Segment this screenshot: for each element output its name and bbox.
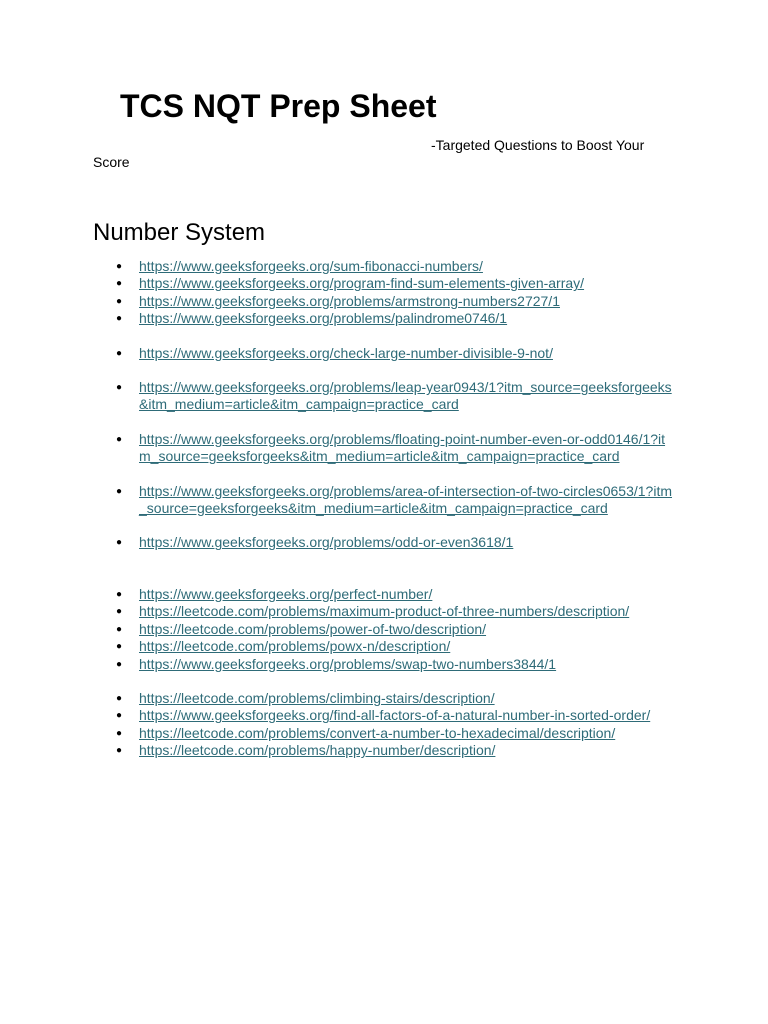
list-item xyxy=(0,310,674,327)
list-item xyxy=(0,725,674,742)
link[interactable]: https://leetcode.com/problems/power-of-two/description/ xyxy=(139,620,487,637)
list-item xyxy=(0,534,674,551)
link[interactable]: https://www.geeksforgeeks.org/check-large-number-divisible-9-not/ xyxy=(139,344,553,361)
list-item xyxy=(0,275,674,292)
link[interactable]: https://leetcode.com/problems/powx-n/description/ xyxy=(139,638,451,655)
link[interactable]: https://www.geeksforgeeks.org/problems/palindrome0746/1 xyxy=(139,310,508,327)
link[interactable]: https://leetcode.com/problems/happy-number/description/ xyxy=(139,742,496,759)
link[interactable]: https://www.geeksforgeeks.org/perfect-number/ xyxy=(139,585,433,602)
link[interactable]: https://www.geeksforgeeks.org/program-find-sum-elements-given-array/ xyxy=(139,275,585,292)
list-item xyxy=(0,690,674,707)
link[interactable]: https://www.geeksforgeeks.org/problems/leap-year0943/1?itm_source=geeksforgeeks&itm_medium=article&itm_campaign=practice_card xyxy=(139,379,672,413)
list-item xyxy=(0,586,674,603)
list-item xyxy=(0,603,674,620)
link[interactable]: https://leetcode.com/problems/climbing-stairs/description/ xyxy=(139,689,495,706)
link[interactable]: https://www.geeksforgeeks.org/problems/swap-two-numbers3844/1 xyxy=(139,655,557,672)
section-heading-number-system: Number System xyxy=(93,219,266,246)
link[interactable]: https://www.geeksforgeeks.org/problems/armstrong-numbers2727/1 xyxy=(139,292,560,309)
list-item xyxy=(0,293,674,310)
link[interactable]: https://www.geeksforgeeks.org/problems/odd-or-even3618/1 xyxy=(139,534,514,551)
link[interactable]: https://leetcode.com/problems/convert-a-number-to-hexadecimal/description/ xyxy=(139,724,616,741)
list-item xyxy=(0,345,674,362)
list-item xyxy=(0,638,674,655)
link[interactable]: https://www.geeksforgeeks.org/problems/floating-point-number-even-or-odd0146/1?itm_source=geeksforgeeks&itm_medium=article&itm_campaign=practice_card xyxy=(139,430,666,465)
link[interactable]: https://leetcode.com/problems/maximum-product-of-three-numbers/description/ xyxy=(139,603,630,620)
list-item xyxy=(0,431,674,466)
link-list xyxy=(0,258,768,760)
list-item xyxy=(0,707,674,724)
page-title: TCS NQT Prep Sheet xyxy=(120,88,437,124)
list-item xyxy=(0,379,674,414)
list-item xyxy=(0,258,674,275)
list-item xyxy=(0,656,674,673)
list-item xyxy=(0,483,674,518)
link[interactable]: https://www.geeksforgeeks.org/sum-fibonacci-numbers/ xyxy=(139,258,483,274)
page-subtitle: -Targeted Questions to Boost Your Score xyxy=(93,137,645,170)
list-item xyxy=(0,621,674,638)
link[interactable]: https://www.geeksforgeeks.org/problems/area-of-intersection-of-two-circles0653/1?itm_source=geeksforgeeks&itm_medium=article&itm_campaign=practice_card xyxy=(139,482,673,517)
link[interactable]: https://www.geeksforgeeks.org/find-all-factors-of-a-natural-number-in-sorted-order/ xyxy=(139,707,651,724)
list-item xyxy=(0,742,674,759)
